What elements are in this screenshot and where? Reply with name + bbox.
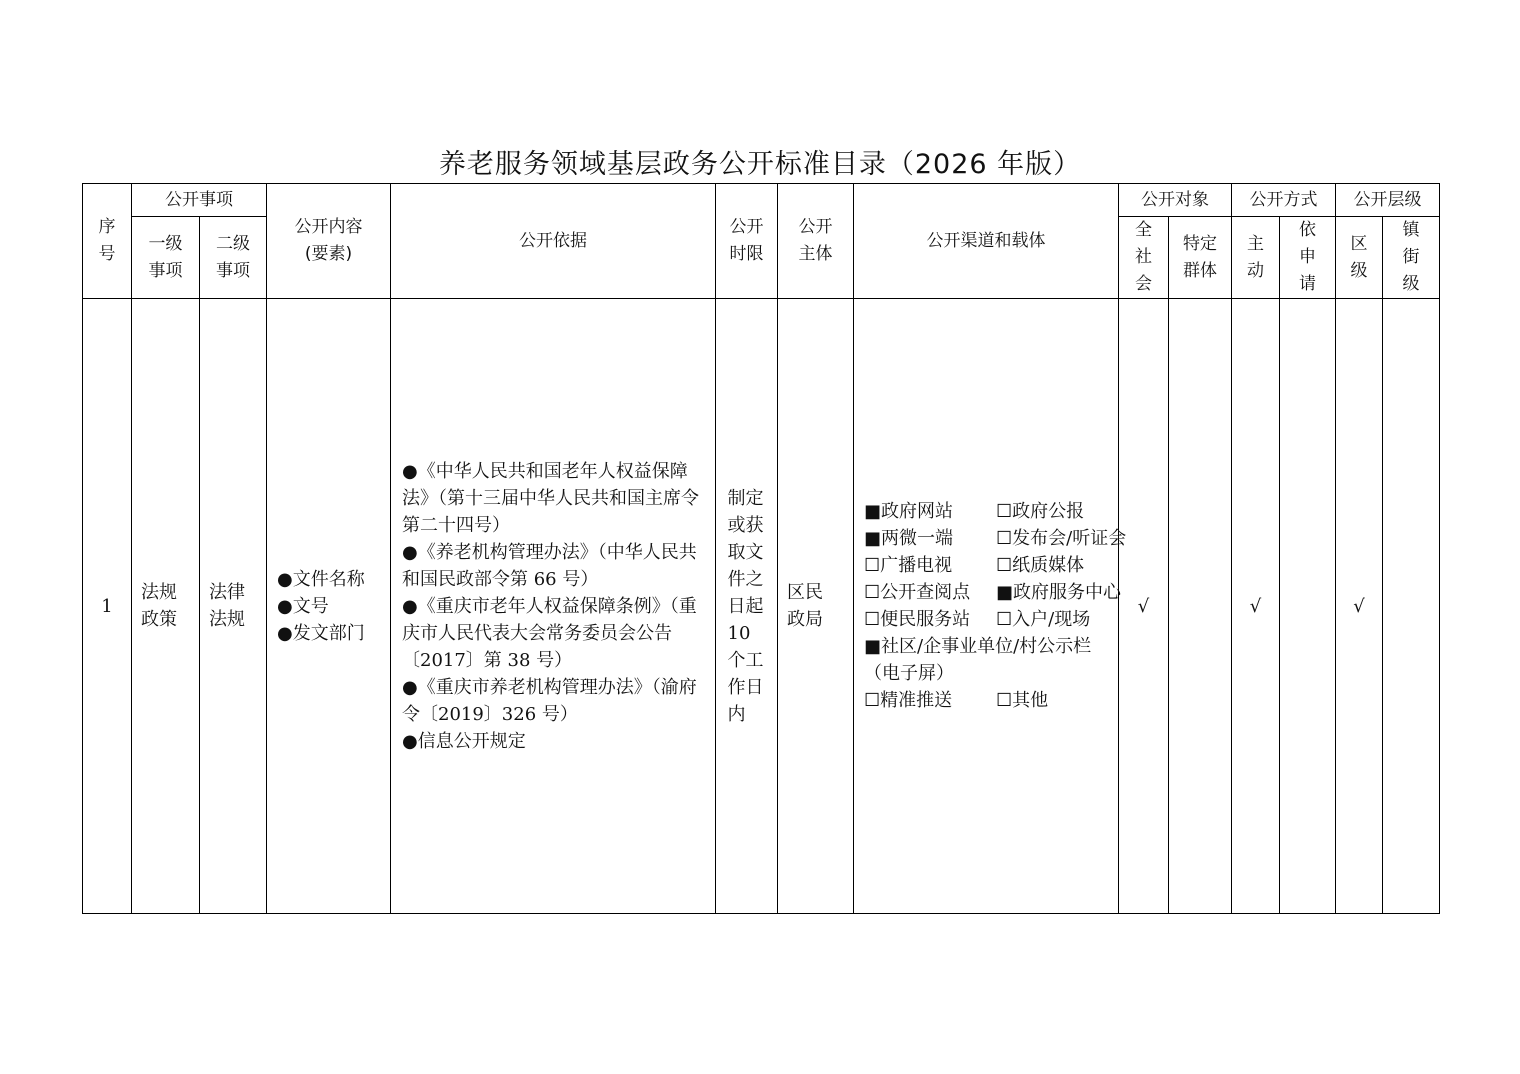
check-level-town <box>1383 299 1440 914</box>
row-time-limit: 制定或获取文件之日起 10 个工作日内 <box>716 299 778 914</box>
channel-gov-gazette: ☐政府公报 <box>996 501 1085 522</box>
header-content: 公开内容(要素) <box>267 184 391 299</box>
header-level1: 一级事项 <box>132 217 200 299</box>
check-target-all: √ <box>1119 299 1169 914</box>
page-title: 养老服务领域基层政务公开标准目录（2026 年版） <box>438 149 1082 180</box>
header-mode-apply: 依申请 <box>1280 217 1336 299</box>
channel-other: ☐其他 <box>996 690 1049 711</box>
channel-press: ☐发布会/听证会 <box>996 528 1127 549</box>
row-content <box>267 299 391 914</box>
row-channels <box>854 299 1127 914</box>
content-item: ●文件名称 <box>277 568 365 590</box>
table-row <box>83 299 1440 914</box>
channel-reading: ☐公开查阅点 <box>864 582 971 603</box>
header-level-group: 公开层级 <box>1336 184 1440 217</box>
header-time-limit: 公开时限 <box>716 184 778 299</box>
header-subject: 公开主体 <box>778 184 854 299</box>
channel-gov-site: ■政府网站 <box>864 501 954 522</box>
basis-item: ●《重庆市老年人权益保障条例》（重庆市人民代表大会常务委员会公告〔2017〕第 38 号） <box>402 595 697 671</box>
channel-service-center: ■政府服务中心 <box>996 582 1122 603</box>
check-mode-active: √ <box>1232 299 1280 914</box>
header-basis: 公开依据 <box>391 184 716 299</box>
header-channel: 公开渠道和载体 <box>854 184 1119 299</box>
basis-item: ●《重庆市养老机构管理办法》（渝府令〔2019〕326 号） <box>402 676 697 725</box>
channel-convenience: ☐便民服务站 <box>864 609 971 630</box>
channel-community: ■社区/企事业单位/村公示栏（电子屏） <box>864 636 1092 684</box>
header-target-all: 全社会 <box>1119 217 1169 299</box>
channel-onsite: ☐入户/现场 <box>996 609 1091 630</box>
channel-tv: ☐广播电视 <box>864 555 953 576</box>
header-mode-group: 公开方式 <box>1232 184 1336 217</box>
check-level-district: √ <box>1336 299 1383 914</box>
row-basis <box>391 299 716 914</box>
row-seq: 1 <box>83 299 132 914</box>
header-level2: 二级事项 <box>200 217 267 299</box>
header-target-group: 公开对象 <box>1119 184 1232 217</box>
channel-wechat: ■两微一端 <box>864 528 954 549</box>
channel-precise: ☐精准推送 <box>864 690 953 711</box>
content-item: ●发文部门 <box>277 622 365 644</box>
check-target-specific <box>1169 299 1232 914</box>
row-subject: 区民政局 <box>778 299 854 914</box>
header-level-town: 镇街级 <box>1383 217 1440 299</box>
header-level-district: 区级 <box>1336 217 1383 299</box>
basis-item: ●《中华人民共和国老年人权益保障法》（第十三届中华人民共和国主席令第二十四号） <box>402 460 699 536</box>
basis-item: ●《养老机构管理办法》（中华人民共和国民政部令第 66 号） <box>402 541 697 590</box>
row-level2: 法律法规 <box>200 299 267 914</box>
header-matter-group: 公开事项 <box>132 184 267 217</box>
row-level1: 法规政策 <box>132 299 200 914</box>
content-item: ●文号 <box>277 595 329 617</box>
catalog-table <box>82 183 1440 914</box>
basis-item: ●信息公开规定 <box>402 730 526 752</box>
check-mode-apply <box>1280 299 1336 914</box>
header-seq: 序号 <box>83 184 132 299</box>
header-target-specific: 特定群体 <box>1169 217 1232 299</box>
channel-paper: ☐纸质媒体 <box>996 555 1085 576</box>
header-mode-active: 主动 <box>1232 217 1280 299</box>
